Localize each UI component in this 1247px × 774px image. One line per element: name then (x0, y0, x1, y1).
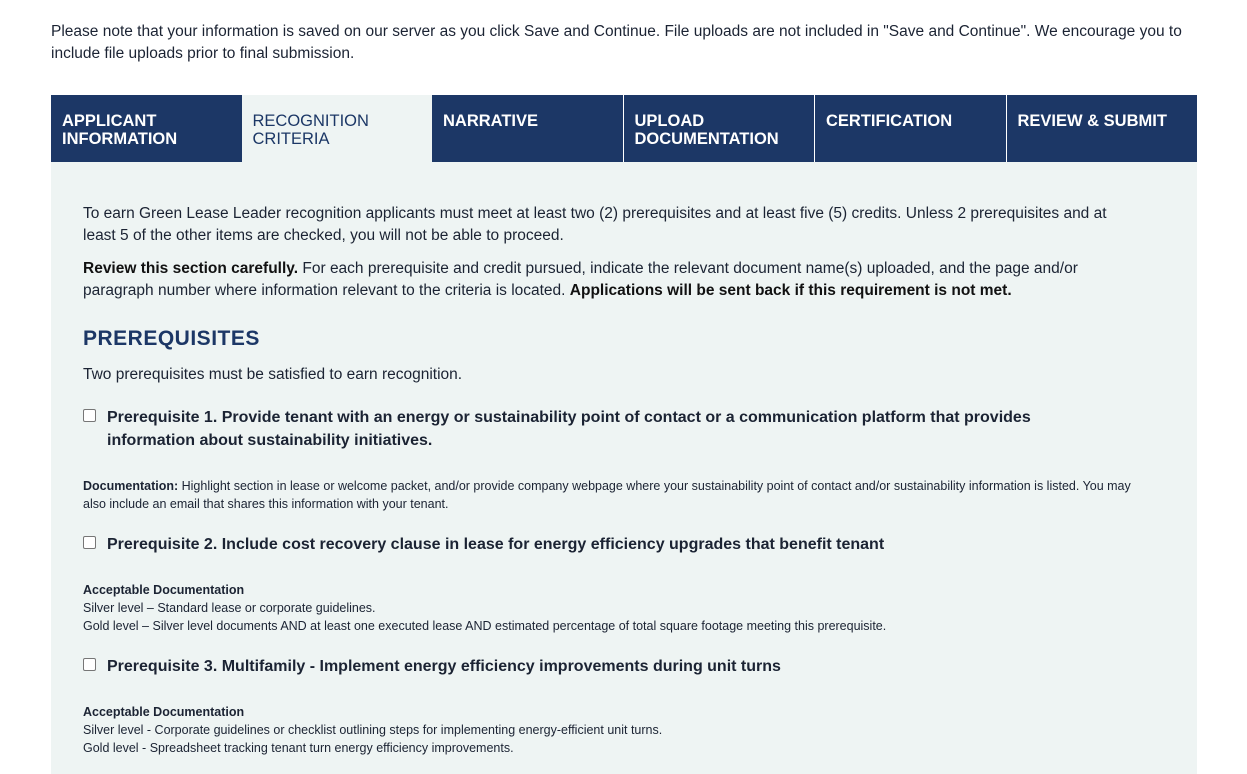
doc-label: Acceptable Documentation (83, 705, 245, 719)
doc-line-gold: Gold level - Spreadsheet tracking tenant turn energy efficiency improvements. (83, 741, 514, 755)
prerequisite-3-documentation (83, 703, 1143, 757)
doc-label: Acceptable Documentation (83, 583, 245, 597)
tab-review-submit[interactable]: REVIEW & SUBMIT (1006, 95, 1198, 162)
tab-narrative[interactable]: NARRATIVE (432, 95, 623, 162)
prerequisite-1-checkbox[interactable] (83, 409, 96, 422)
prerequisite-3-checkbox[interactable] (83, 658, 96, 671)
prerequisite-1-documentation (83, 477, 1143, 513)
doc-text: Highlight section in lease or welcome packet, and/or provide company webpage where your sustainability point of contact and/or sustainability information is listed. You may also include an email that shares this information with your tenant. (83, 479, 1131, 511)
step-tabs (51, 95, 1197, 162)
tab-recognition-criteria[interactable]: RECOGNITION CRITERIA (242, 95, 433, 162)
review-text: For each prerequisite and credit pursued, indicate the relevant document name(s) uploaded, and the page and/or paragraph number where information relevant to the criteria is located. (83, 260, 1078, 299)
review-bold-tail: Applications will be sent back if this requirement is not met. (569, 282, 1012, 299)
tab-applicant-information[interactable]: APPLICANT INFORMATION (51, 95, 242, 162)
intro-text: To earn Green Lease Leader recognition applicants must meet at least two (2) prerequisites and at least five (5) credits. Unless 2 prerequisites and at least 5 of the other items are checked, you will not be able to proceed. (83, 205, 1107, 244)
prerequisite-1-title: Prerequisite 1. Provide tenant with an energy or sustainability point of contact or a communication platform that provides information about sustainability initiatives. (107, 409, 1031, 449)
recognition-criteria-panel (51, 162, 1197, 774)
doc-line-silver: Silver level – Standard lease or corporate guidelines. (83, 601, 376, 615)
save-notice: Please note that your information is saved on our server as you click Save and Continue. File uploads are not included in "Save and Continue". We encourage you to include file uploads prior to final submission. (51, 23, 1182, 62)
section-title: PREREQUISITES (83, 327, 260, 350)
section-subtitle: Two prerequisites must be satisfied to earn recognition. (83, 366, 463, 383)
review-instructions (83, 258, 1143, 302)
tab-certification[interactable]: CERTIFICATION (814, 95, 1006, 162)
prerequisite-2-title: Prerequisite 2. Include cost recovery clause in lease for energy efficiency upgrades that benefit tenant (107, 536, 885, 553)
review-bold-lead: Review this section carefully. (83, 260, 299, 277)
prerequisite-3-title: Prerequisite 3. Multifamily - Implement energy efficiency improvements during unit turns (107, 658, 781, 675)
tab-upload-documentation[interactable]: UPLOAD DOCUMENTATION (623, 95, 815, 162)
doc-label: Documentation: (83, 479, 179, 493)
doc-line-silver: Silver level - Corporate guidelines or checklist outlining steps for implementing energy-efficient unit turns. (83, 723, 663, 737)
doc-line-gold: Gold level – Silver level documents AND at least one executed lease AND estimated percentage of total square footage meeting this prerequisite. (83, 619, 887, 633)
prerequisite-2-checkbox[interactable] (83, 536, 96, 549)
prerequisite-2-documentation (83, 581, 1143, 635)
